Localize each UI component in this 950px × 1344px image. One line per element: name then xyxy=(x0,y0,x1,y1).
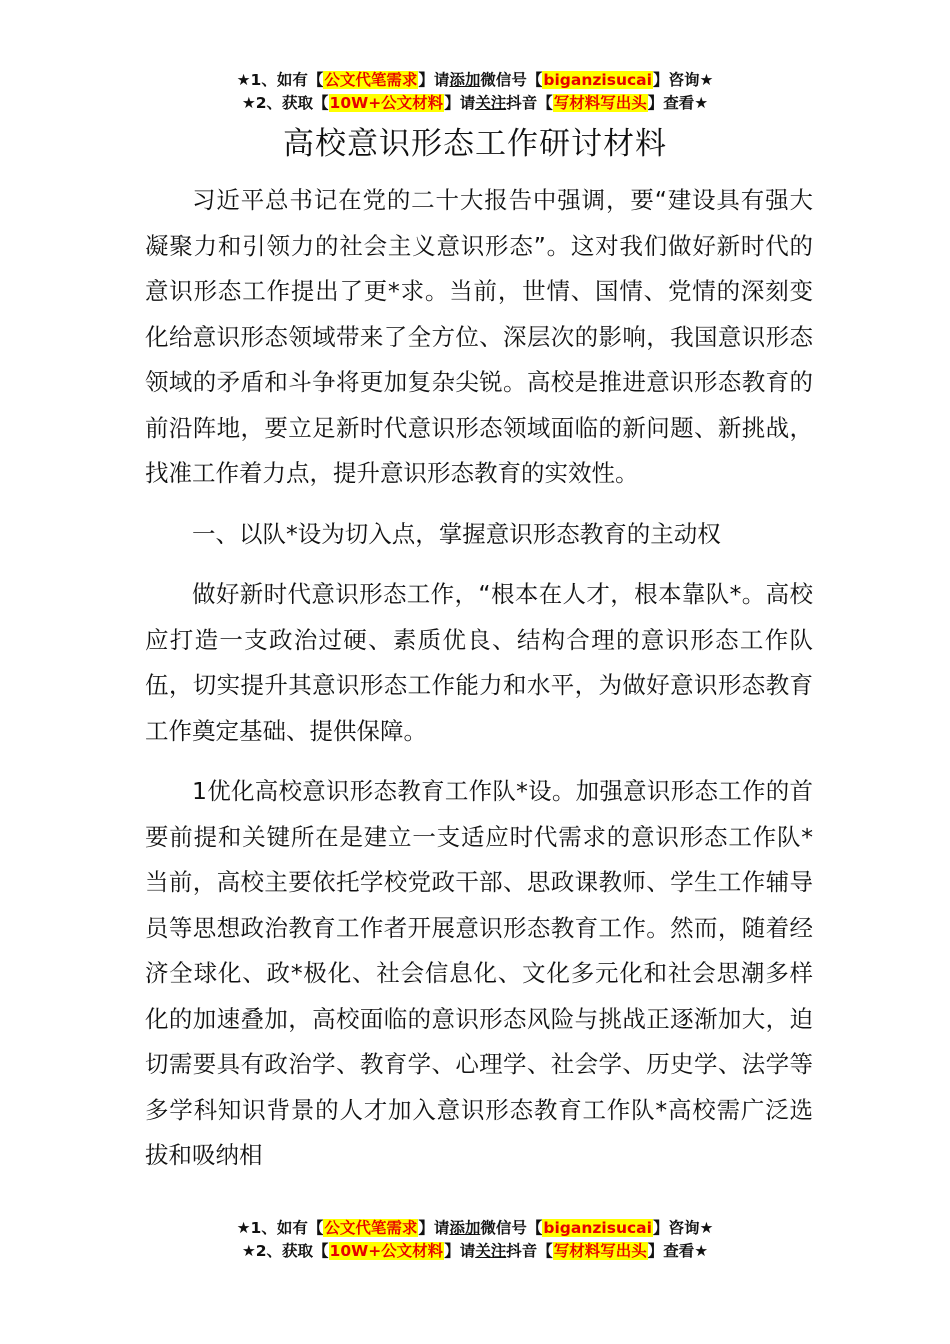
promo-text: 微信号【 xyxy=(480,1219,543,1237)
paragraph-section-1: 做好新时代意识形态工作，“根本在人才，根本靠队*。高校应打造一支政治过硬、素质优良、结构合理的意识形态工作队伍，切实提升其意识形态工作能力和水平，为做好意识形态教育工作奠定基础、提供保障。 xyxy=(145,580,813,745)
promo-text: 抖音【 xyxy=(506,94,553,112)
promo-text: 】查看★ xyxy=(647,1242,709,1260)
promo-line-2 xyxy=(0,92,950,115)
promo-douyin-id: 写材料写出头 xyxy=(553,94,647,112)
promo-footer xyxy=(0,1217,950,1263)
promo-underline: 添加 xyxy=(449,71,481,89)
promo-text: ★2、获取【 xyxy=(241,94,329,112)
promo-line-2 xyxy=(0,1240,950,1263)
promo-highlight: 公文代笔需求 xyxy=(324,1219,418,1237)
document-body xyxy=(145,178,813,1194)
promo-line-1 xyxy=(0,69,950,92)
promo-text: 微信号【 xyxy=(480,71,543,89)
promo-text: 】请 xyxy=(418,1219,450,1237)
promo-text: 】咨询★ xyxy=(652,1219,714,1237)
promo-text: 抖音【 xyxy=(506,1242,553,1260)
promo-text: ★1、如有【 xyxy=(236,1219,324,1237)
promo-text: 】查看★ xyxy=(647,94,709,112)
document-title: 高校意识形态工作研讨材料 xyxy=(283,126,667,162)
paragraph-item-1: 1优化高校意识形态教育工作队*设。加强意识形态工作的首要前提和关键所在是建立一支适应时代需求的意识形态工作队*当前，高校主要依托学校党政干部、思政课教师、学生工作辅导员等思想政治教育工作者开展意识形态教育工作。然而，随着经济全球化、政*极化、社会信息化、文化多元化和社会思潮多样化的加速叠加，高校面临的意识形态风险与挑战正逐渐加大，迫切需要具有政治学、教育学、心理学、社会学、历史学、法学等多学科知识背景的人才加入意识形态教育工作队*高校需广泛选拔和吸纳相 xyxy=(145,777,813,1169)
promo-wechat-id: biganzisucai xyxy=(543,71,652,89)
promo-wechat-id: biganzisucai xyxy=(543,1219,652,1237)
promo-line-1 xyxy=(0,1217,950,1240)
promo-text: ★1、如有【 xyxy=(236,71,324,89)
promo-underline: 添加 xyxy=(449,1219,481,1237)
promo-header xyxy=(0,69,950,115)
promo-underline: 关注 xyxy=(475,94,507,112)
paragraph-intro: 习近平总书记在党的二十大报告中强调，要“建设具有强大凝聚力和引领力的社会主义意识形态”。这对我们做好新时代的意识形态工作提出了更*求。当前，世情、国情、党情的深刻变化给意识形态领域带来了全方位、深层次的影响，我国意识形态领域的矛盾和斗争将更加复杂尖锐。高校是推进意识形态教育的前沿阵地，要立足新时代意识形态领域面临的新问题、新挑战，找准工作着力点，提升意识形态教育的实效性。 xyxy=(145,186,813,487)
promo-highlight: 公文代笔需求 xyxy=(324,71,418,89)
promo-text: ★2、获取【 xyxy=(241,1242,329,1260)
promo-text: 】请 xyxy=(418,71,450,89)
section-heading-1: 一、以队*设为切入点，掌握意识形态教育的主动权 xyxy=(192,519,721,548)
promo-text: 】咨询★ xyxy=(652,71,714,89)
promo-underline: 关注 xyxy=(475,1242,507,1260)
promo-text: 】请 xyxy=(444,94,476,112)
promo-douyin-id: 写材料写出头 xyxy=(553,1242,647,1260)
promo-text: 】请 xyxy=(444,1242,476,1260)
promo-highlight: 10W+公文材料 xyxy=(329,1242,444,1260)
promo-highlight: 10W+公文材料 xyxy=(329,94,444,112)
